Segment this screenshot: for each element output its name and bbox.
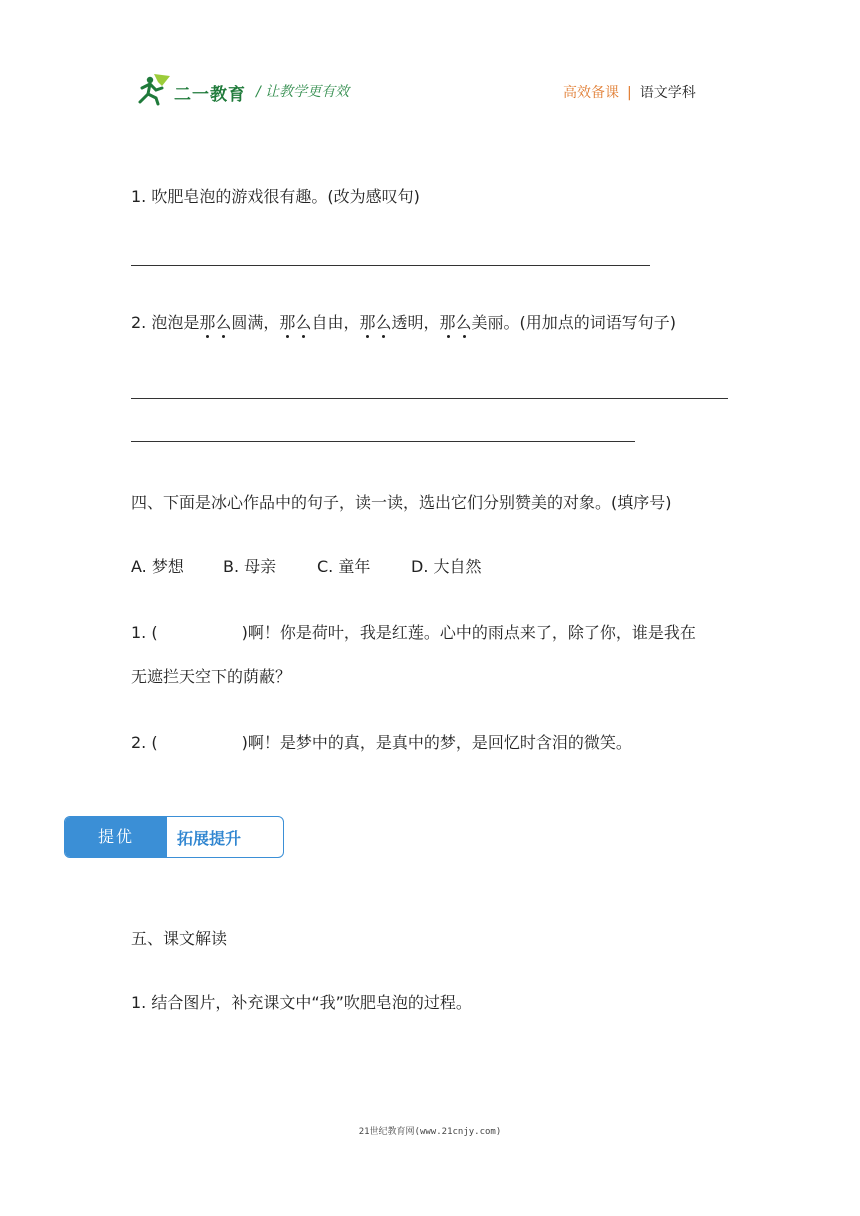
header-separator: | [627,85,632,101]
option-a: A. 梦想 [131,557,184,576]
header-right [563,82,696,102]
footer: 21世纪教育网(www.21cnjy.com) [358,1127,502,1137]
answer-line[interactable] [131,398,728,399]
dotted-char: 么 [456,310,472,333]
badge-title: 拓展提升 [177,829,242,848]
dotted-char: 那 [359,310,375,333]
dotted-char: 么 [295,310,311,333]
question-3-1: 1. 吹肥皂泡的游戏很有趣。(改为感叹句) [131,187,420,206]
question-number: 1. ( [131,623,158,642]
header-tag-prep: 高效备课 [563,85,619,101]
question-4-2 [131,730,632,753]
badge-level: 提优 [65,817,167,857]
section-5-title: 五、课文解读 [131,929,228,948]
question-text: 美丽。(用加点的词语写句子) [471,313,677,332]
question-5-1: 1. 结合图片，补充课文中“我”吹肥皂泡的过程。 [131,993,472,1012]
question-3-2-prefix: 2. 泡泡是 [131,313,200,332]
dotted-char: 那 [279,310,295,333]
question-4-1 [131,620,696,643]
logo-text: 二一教育 [174,85,246,105]
answer-line[interactable] [131,265,650,266]
dotted-char: 那 [199,310,215,333]
answer-line[interactable] [131,441,635,442]
section-badge [64,816,284,858]
question-number: 2. ( [131,733,158,752]
option-b: B. 母亲 [223,557,277,576]
slogan: / 让教学更有效 [256,84,350,100]
dotted-char: 那 [440,310,456,333]
question-3-2 [131,310,676,333]
option-c: C. 童年 [317,557,371,576]
dotted-char: 么 [215,310,231,333]
question-text: 自由， [311,313,360,332]
question-text: )啊！你是荷叶，我是红莲。心中的雨点来了，除了你，谁是我在 [241,623,696,642]
question-4-1-line2: 无遮拦天空下的荫蔽？ [131,667,292,686]
section-4-title: 四、下面是冰心作品中的句子，读一读，选出它们分别赞美的对象。(填序号) [131,493,672,512]
option-d: D. 大自然 [411,557,482,576]
logo-runner-icon [136,72,172,106]
question-text: 圆满， [231,313,280,332]
question-text: 透明， [391,313,440,332]
dotted-char: 么 [375,310,391,333]
question-text: )啊！是梦中的真，是真中的梦，是回忆时含泪的微笑。 [241,733,632,752]
header-tag-subject: 语文学科 [639,85,696,101]
